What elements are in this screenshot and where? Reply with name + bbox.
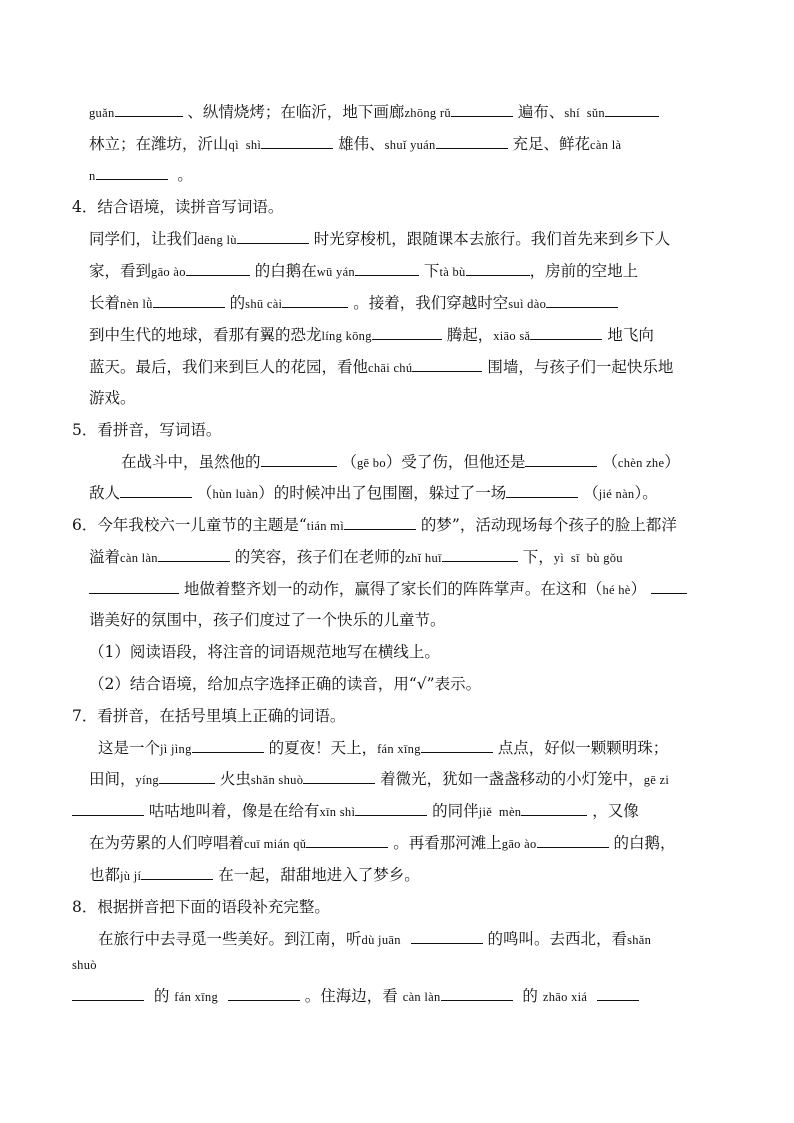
body-text: 在一起，甜甜地进入了梦乡。 — [213, 866, 420, 884]
body-text: 7．看拼音，在括号里填上正确的词语。 — [72, 707, 346, 725]
text-line — [89, 164, 193, 187]
answer-blank[interactable] — [412, 357, 482, 372]
pinyin-text: chèn zhe — [617, 456, 665, 470]
pinyin-text: shǎn — [627, 933, 652, 947]
pinyin-text: fán xīng — [174, 990, 218, 1004]
answer-blank[interactable] — [115, 102, 183, 117]
body-text: 围墙，与孩子们一起快乐地 — [482, 358, 674, 376]
pinyin-text: nèn lǜ — [120, 297, 153, 311]
body-text: 蓝天。最后，我们来到巨人的花园，看他 — [89, 358, 369, 376]
body-text: （1）阅读语段，将注音的词语规范地写在横线上。 — [89, 643, 440, 661]
body-text: 4．结合语境，读拼音写词语。 — [72, 198, 284, 216]
pinyin-text: shuò — [72, 958, 97, 972]
answer-blank[interactable] — [355, 261, 419, 276]
pinyin-text: hé hè — [602, 583, 631, 597]
body-text: ，又像 — [587, 802, 639, 820]
text-line — [89, 578, 687, 601]
text-line — [72, 953, 97, 976]
body-text: ） — [664, 453, 680, 471]
pinyin-text: gāo ào — [501, 837, 537, 851]
body-text: 点点，好似一颗颗明珠； — [492, 739, 669, 757]
body-text: 溢着 — [89, 548, 121, 566]
body-text: 谐美好的氛围中，孩子们度过了一个快乐的儿童节。 — [89, 611, 446, 629]
body-text: 咕咕地叫着，像是在给有 — [144, 802, 320, 820]
body-text: 的笑容，孩子们在老师的 — [229, 548, 406, 566]
body-text: 时光穿梭机，跟随课本去旅行。我们首先来到乡下人 — [308, 230, 671, 248]
text-line — [89, 260, 638, 283]
body-text — [587, 987, 597, 1005]
pinyin-text: dēng lù — [197, 233, 237, 247]
answer-blank[interactable] — [521, 801, 587, 816]
text-line — [89, 324, 654, 347]
body-text: 下， — [517, 548, 554, 566]
pinyin-text: zhāo xiá — [542, 990, 588, 1004]
body-text: 地做着整齐划一的动作，赢得了家长们的阵阵掌声。在这和（ — [179, 580, 603, 598]
answer-blank[interactable] — [597, 986, 639, 1001]
body-text: 的白鹅在 — [249, 262, 317, 280]
text-line — [89, 673, 481, 695]
pinyin-text: gē bo — [356, 456, 386, 470]
body-text: 也都 — [89, 866, 121, 884]
answer-blank[interactable] — [89, 579, 179, 594]
text-line — [89, 101, 659, 124]
answer-blank[interactable] — [158, 547, 230, 562]
answer-blank[interactable] — [525, 452, 597, 467]
text-line — [72, 705, 345, 727]
answer-blank[interactable] — [282, 293, 348, 308]
body-text — [218, 987, 228, 1005]
answer-blank[interactable] — [506, 483, 578, 498]
text-line — [72, 800, 639, 823]
text-line — [98, 928, 651, 951]
answer-blank[interactable] — [120, 483, 192, 498]
body-text: ）受了伤，但他还是 — [385, 453, 526, 471]
pinyin-text: tà bù — [439, 265, 466, 279]
pinyin-text: jì jìng — [160, 742, 192, 756]
pinyin-text: dù juān — [361, 933, 401, 947]
text-line — [89, 292, 618, 315]
body-text: 火虫 — [214, 770, 251, 788]
answer-blank[interactable] — [372, 325, 442, 340]
body-text: （ — [597, 453, 618, 471]
body-text: 林立；在潍坊，沂山 — [89, 135, 229, 153]
answer-blank[interactable] — [303, 769, 375, 784]
body-text: 的梦”，活动现场每个孩子的脸上都洋 — [415, 516, 677, 534]
pinyin-text: fán xīng — [377, 742, 421, 756]
body-text: 游戏。 — [89, 389, 136, 407]
body-text: 在战斗中，虽然他的 — [121, 453, 261, 471]
answer-blank[interactable] — [186, 261, 250, 276]
pinyin-text: shū cài — [245, 297, 283, 311]
text-line — [98, 737, 668, 760]
pinyin-text: wū yán — [316, 265, 355, 279]
body-text: （ — [578, 484, 599, 502]
pinyin-text: suì dào — [508, 297, 547, 311]
answer-blank[interactable] — [421, 738, 493, 753]
answer-blank[interactable] — [344, 515, 416, 530]
answer-blank[interactable] — [530, 325, 602, 340]
body-text: 这是一个 — [98, 739, 161, 757]
body-text: 5．看拼音，写词语。 — [72, 421, 222, 439]
answer-blank[interactable] — [451, 102, 513, 117]
text-line — [89, 641, 440, 663]
body-text: 同学们，让我们 — [89, 230, 198, 248]
pinyin-text: jié nàn — [598, 487, 635, 501]
body-text: 腾起， — [441, 326, 494, 344]
body-text: 8．根据拼音把下面的语段补充完整。 — [72, 898, 330, 916]
answer-blank[interactable] — [441, 986, 513, 1001]
pinyin-text: qì shì — [228, 138, 262, 152]
answer-blank[interactable] — [355, 801, 427, 816]
body-text: 到中生代的地球，看那有翼的恐龙 — [89, 326, 322, 344]
pinyin-text: shǎn shuò — [250, 773, 304, 787]
body-text: 家，看到 — [89, 262, 152, 280]
pinyin-text: zhōng rǔ — [404, 106, 451, 120]
body-text: 。 — [167, 166, 193, 184]
answer-blank[interactable] — [192, 738, 264, 753]
answer-blank[interactable] — [261, 452, 337, 467]
body-text: 长着 — [89, 294, 121, 312]
text-line — [89, 864, 420, 887]
body-text — [401, 930, 411, 948]
body-text: 充足、鲜花 — [507, 135, 591, 153]
pinyin-text: guǎn — [89, 106, 115, 120]
body-text: 地飞向 — [602, 326, 654, 344]
answer-blank[interactable] — [306, 833, 388, 848]
text-line — [89, 832, 676, 855]
body-text: 的鸣叫。去西北，看 — [482, 930, 628, 948]
body-text: 的 — [144, 987, 175, 1005]
body-text: 在旅行中去寻觅一些美好。到江南，听 — [98, 930, 362, 948]
text-line — [89, 482, 658, 505]
text-line — [89, 546, 623, 569]
answer-blank[interactable] — [237, 229, 309, 244]
answer-blank[interactable] — [442, 547, 518, 562]
pinyin-text: gē zi — [643, 773, 670, 787]
answer-blank[interactable] — [546, 293, 618, 308]
pinyin-text: líng kōng — [321, 329, 372, 343]
pinyin-text: yíng — [135, 773, 159, 787]
body-text: （2）结合语境，给加点字选择正确的读音，用“√”表示。 — [89, 675, 482, 693]
answer-blank[interactable] — [605, 102, 659, 117]
pinyin-text: zhǐ huī — [405, 551, 442, 565]
text-line — [72, 196, 283, 218]
body-text: 的同伴 — [427, 802, 479, 820]
text-line — [89, 609, 446, 631]
body-text: （ — [336, 453, 357, 471]
answer-blank[interactable] — [261, 134, 333, 149]
body-text: 6．今年我校六一儿童节的主题是“ — [72, 516, 307, 534]
text-line — [89, 387, 136, 409]
body-text: 。再看那河滩上 — [388, 834, 502, 852]
pinyin-text: tián mì — [306, 519, 344, 533]
body-text: 敌人 — [89, 484, 121, 502]
body-text: （ — [192, 484, 213, 502]
text-line — [89, 133, 621, 156]
pinyin-text: n — [89, 169, 96, 183]
pinyin-text: càn là — [590, 138, 622, 152]
body-text: 田间， — [89, 770, 136, 788]
body-text: ）的时候冲出了包围圈，躲过了一场 — [258, 484, 507, 502]
answer-blank[interactable] — [466, 261, 530, 276]
body-text: 雄伟、 — [333, 135, 385, 153]
text-line — [72, 419, 221, 441]
text-line — [72, 985, 639, 1008]
pinyin-text: hùn luàn — [212, 487, 259, 501]
answer-blank[interactable] — [72, 801, 144, 816]
text-line — [89, 356, 673, 379]
pinyin-text: shuǐ yuán — [384, 138, 436, 152]
body-text: 。接着，我们穿越时空 — [348, 294, 509, 312]
body-text: 的 — [224, 294, 246, 312]
answer-blank[interactable] — [651, 579, 687, 594]
answer-blank[interactable] — [72, 986, 144, 1001]
text-line — [72, 896, 330, 918]
answer-blank[interactable] — [411, 929, 483, 944]
pinyin-text: jù jí — [120, 869, 142, 883]
pinyin-text: yì sī bù gǒu — [553, 551, 623, 565]
body-text: 在为劳累的人们哼唱着 — [89, 834, 245, 852]
body-text: 遍布、 — [512, 103, 565, 121]
body-text: 、纵情烧烤；在临沂，地下画廊 — [182, 103, 405, 121]
body-text: 的夏夜！天上， — [263, 739, 378, 757]
pinyin-text: jiě mèn — [478, 805, 522, 819]
answer-blank[interactable] — [159, 769, 215, 784]
pinyin-text: càn làn — [402, 990, 441, 1004]
body-text: ，房前的空地上 — [529, 262, 639, 280]
body-text: 的 — [512, 987, 543, 1005]
body-text: ） — [630, 580, 652, 598]
body-text: 。住海边，看 — [299, 987, 403, 1005]
body-text: 下 — [419, 262, 440, 280]
body-text: 的白鹅， — [608, 834, 676, 852]
answer-blank[interactable] — [436, 134, 508, 149]
pinyin-text: xīn shì — [319, 805, 356, 819]
pinyin-text: càn làn — [120, 551, 158, 565]
text-line — [121, 451, 680, 474]
answer-blank[interactable] — [228, 986, 300, 1001]
pinyin-text: xiāo sǎ — [493, 329, 531, 343]
text-line — [89, 768, 669, 791]
answer-blank[interactable] — [153, 293, 225, 308]
text-line — [89, 228, 670, 251]
answer-blank[interactable] — [537, 833, 609, 848]
answer-blank[interactable] — [96, 165, 168, 180]
pinyin-text: chāi chú — [368, 361, 413, 375]
body-text: 着微光，犹如一盏盏移动的小灯笼中， — [375, 770, 644, 788]
body-text: ）。 — [634, 484, 658, 502]
pinyin-text: gāo ào — [151, 265, 186, 279]
pinyin-text: shí sǔn — [564, 106, 605, 120]
answer-blank[interactable] — [141, 865, 213, 880]
text-line — [72, 514, 677, 537]
pinyin-text: cuī mián qǔ — [244, 837, 307, 851]
